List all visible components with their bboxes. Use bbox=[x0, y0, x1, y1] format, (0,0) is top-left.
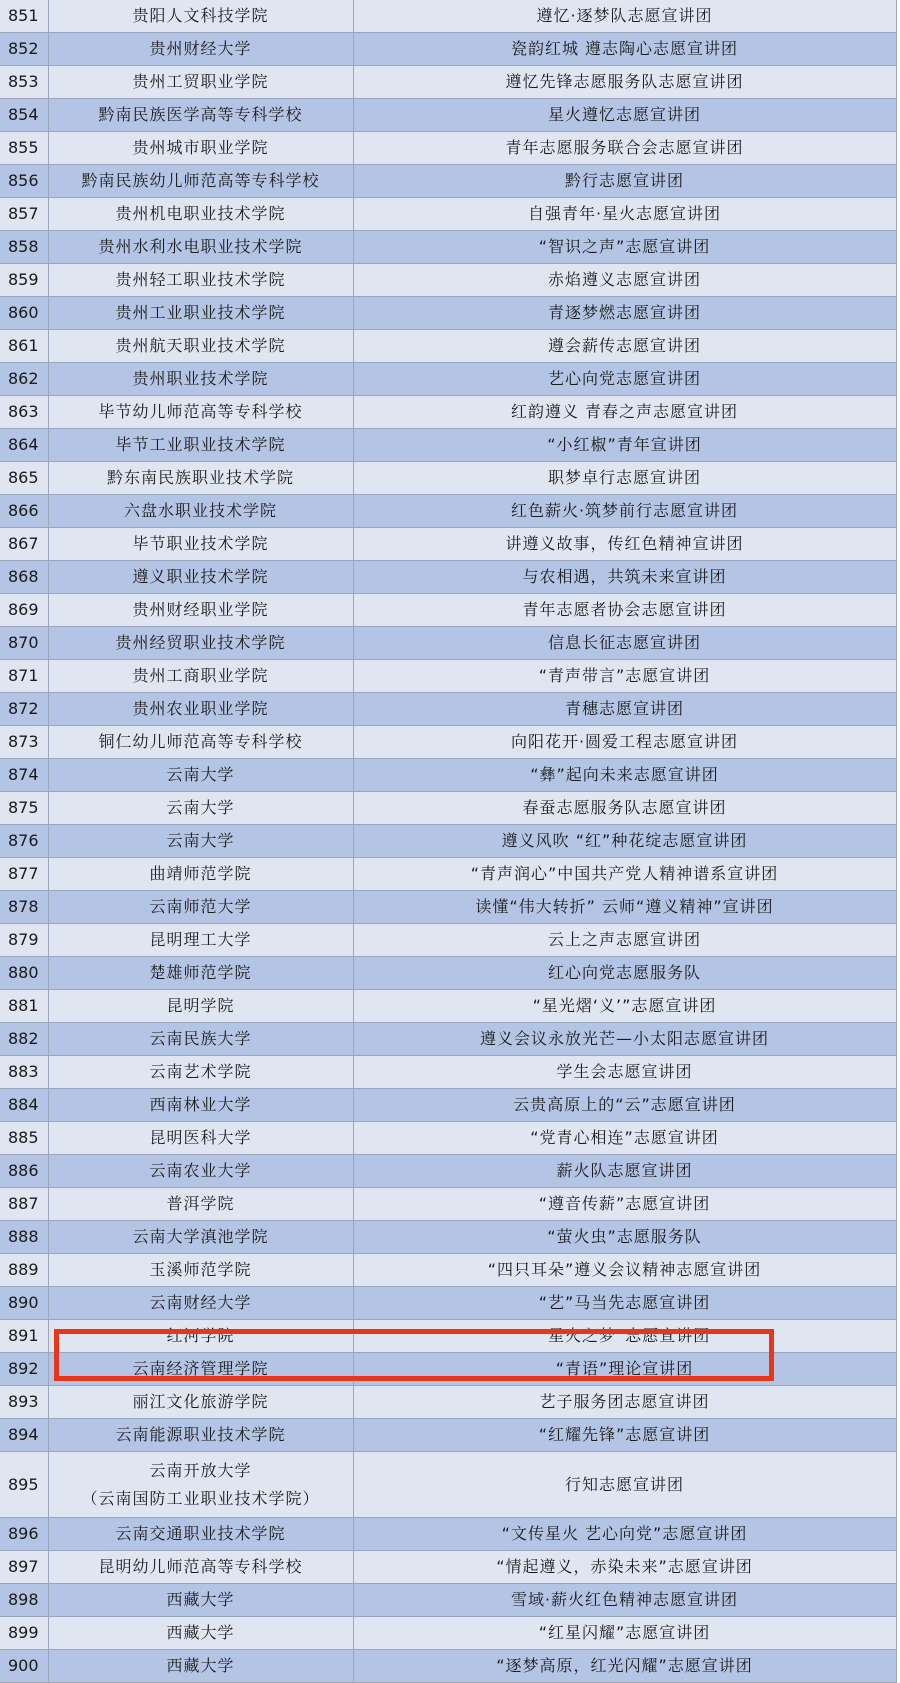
team-name: 讲遵义故事，传红色精神宣讲团 bbox=[353, 528, 896, 561]
table-row bbox=[0, 759, 896, 792]
school-name: 贵州农业职业学院 bbox=[48, 693, 353, 726]
table-row bbox=[0, 1353, 896, 1386]
row-number: 896 bbox=[0, 1518, 48, 1551]
team-name: “小红椒”青年宣讲团 bbox=[353, 429, 896, 462]
table-row bbox=[0, 429, 896, 462]
school-name: 昆明幼儿师范高等专科学校 bbox=[48, 1551, 353, 1584]
table-row bbox=[0, 330, 896, 363]
school-name: 贵州财经大学 bbox=[48, 33, 353, 66]
school-name: 普洱学院 bbox=[48, 1188, 353, 1221]
table-row bbox=[0, 1452, 896, 1518]
row-number: 857 bbox=[0, 198, 48, 231]
table-row bbox=[0, 1584, 896, 1617]
row-number: 858 bbox=[0, 231, 48, 264]
school-name: 云南民族大学 bbox=[48, 1023, 353, 1056]
table-row bbox=[0, 363, 896, 396]
row-number: 883 bbox=[0, 1056, 48, 1089]
school-name: 毕节职业技术学院 bbox=[48, 528, 353, 561]
school-name: 丽江文化旅游学院 bbox=[48, 1386, 353, 1419]
school-name: 贵阳人文科技学院 bbox=[48, 0, 353, 33]
table-row bbox=[0, 0, 896, 33]
school-name: 云南财经大学 bbox=[48, 1287, 353, 1320]
row-number: 897 bbox=[0, 1551, 48, 1584]
row-number: 876 bbox=[0, 825, 48, 858]
team-name: “星光熠‘义’”志愿宣讲团 bbox=[353, 990, 896, 1023]
table-row bbox=[0, 1617, 896, 1650]
table-row bbox=[0, 1254, 896, 1287]
row-number: 893 bbox=[0, 1386, 48, 1419]
table-row bbox=[0, 693, 896, 726]
team-name: 自强青年·星火志愿宣讲团 bbox=[353, 198, 896, 231]
row-number: 880 bbox=[0, 957, 48, 990]
row-number: 873 bbox=[0, 726, 48, 759]
school-name: 云南农业大学 bbox=[48, 1155, 353, 1188]
table-row bbox=[0, 627, 896, 660]
row-number: 900 bbox=[0, 1650, 48, 1683]
team-name: 雪域·薪火红色精神志愿宣讲团 bbox=[353, 1584, 896, 1617]
row-number: 898 bbox=[0, 1584, 48, 1617]
table-row bbox=[0, 198, 896, 231]
team-name: “萤火虫”志愿服务队 bbox=[353, 1221, 896, 1254]
table-row bbox=[0, 99, 896, 132]
row-number: 885 bbox=[0, 1122, 48, 1155]
team-name: “青语”理论宣讲团 bbox=[353, 1353, 896, 1386]
row-number: 892 bbox=[0, 1353, 48, 1386]
table-row bbox=[0, 1221, 896, 1254]
team-name: 青年志愿者协会志愿宣讲团 bbox=[353, 594, 896, 627]
school-name: 曲靖师范学院 bbox=[48, 858, 353, 891]
team-name: “情起遵义，赤染未来”志愿宣讲团 bbox=[353, 1551, 896, 1584]
row-number: 863 bbox=[0, 396, 48, 429]
row-number: 856 bbox=[0, 165, 48, 198]
team-name: 瓷韵红城 遵志陶心志愿宣讲团 bbox=[353, 33, 896, 66]
table-row bbox=[0, 264, 896, 297]
row-number: 871 bbox=[0, 660, 48, 693]
table-row bbox=[0, 1155, 896, 1188]
school-name-line2: （云南国防工业职业技术学院） bbox=[81, 1488, 320, 1508]
row-number: 888 bbox=[0, 1221, 48, 1254]
row-number: 870 bbox=[0, 627, 48, 660]
row-number: 891 bbox=[0, 1320, 48, 1353]
team-name: 艺心向党志愿宣讲团 bbox=[353, 363, 896, 396]
row-number: 869 bbox=[0, 594, 48, 627]
table-row bbox=[0, 1320, 896, 1353]
table-row bbox=[0, 165, 896, 198]
team-name: 遵会薪传志愿宣讲团 bbox=[353, 330, 896, 363]
school-name: 黔东南民族职业技术学院 bbox=[48, 462, 353, 495]
school-name: 云南交通职业技术学院 bbox=[48, 1518, 353, 1551]
team-name: 信息长征志愿宣讲团 bbox=[353, 627, 896, 660]
row-number: 895 bbox=[0, 1452, 48, 1518]
row-number: 879 bbox=[0, 924, 48, 957]
team-name: 春蚕志愿服务队志愿宣讲团 bbox=[353, 792, 896, 825]
team-name: “逐梦高原，红光闪耀”志愿宣讲团 bbox=[353, 1650, 896, 1683]
school-name: 贵州职业技术学院 bbox=[48, 363, 353, 396]
school-name: 西藏大学 bbox=[48, 1617, 353, 1650]
school-name: 贵州航天职业技术学院 bbox=[48, 330, 353, 363]
school-name: 西南林业大学 bbox=[48, 1089, 353, 1122]
school-name: 红河学院 bbox=[48, 1320, 353, 1353]
table-row bbox=[0, 792, 896, 825]
team-name: 薪火队志愿宣讲团 bbox=[353, 1155, 896, 1188]
school-name: 贵州机电职业技术学院 bbox=[48, 198, 353, 231]
team-name: “红星闪耀”志愿宣讲团 bbox=[353, 1617, 896, 1650]
school-name: 毕节工业职业技术学院 bbox=[48, 429, 353, 462]
team-name: “红耀先锋”志愿宣讲团 bbox=[353, 1419, 896, 1452]
school-name: 六盘水职业技术学院 bbox=[48, 495, 353, 528]
team-name: 赤焰遵义志愿宣讲团 bbox=[353, 264, 896, 297]
table-row bbox=[0, 858, 896, 891]
table-row bbox=[0, 825, 896, 858]
row-number: 868 bbox=[0, 561, 48, 594]
row-number: 859 bbox=[0, 264, 48, 297]
table-row bbox=[0, 495, 896, 528]
team-name: 读懂“伟大转折” 云师“遵义精神”宣讲团 bbox=[353, 891, 896, 924]
team-name: 与农相遇，共筑未来宣讲团 bbox=[353, 561, 896, 594]
table-row bbox=[0, 66, 896, 99]
row-number: 853 bbox=[0, 66, 48, 99]
team-name: 遵忆先锋志愿服务队志愿宣讲团 bbox=[353, 66, 896, 99]
row-number: 862 bbox=[0, 363, 48, 396]
row-number: 887 bbox=[0, 1188, 48, 1221]
team-name: 星火遵忆志愿宣讲团 bbox=[353, 99, 896, 132]
row-number: 874 bbox=[0, 759, 48, 792]
table-row bbox=[0, 462, 896, 495]
row-number: 851 bbox=[0, 0, 48, 33]
team-name: “四只耳朵”遵义会议精神志愿宣讲团 bbox=[353, 1254, 896, 1287]
team-name: 向阳花开·圆爱工程志愿宣讲团 bbox=[353, 726, 896, 759]
school-name: 贵州经贸职业技术学院 bbox=[48, 627, 353, 660]
team-name: “党青心相连”志愿宣讲团 bbox=[353, 1122, 896, 1155]
team-name: 职梦卓行志愿宣讲团 bbox=[353, 462, 896, 495]
table-row bbox=[0, 1122, 896, 1155]
row-number: 864 bbox=[0, 429, 48, 462]
team-name: 遵忆·逐梦队志愿宣讲团 bbox=[353, 0, 896, 33]
table-row bbox=[0, 1419, 896, 1452]
team-name: 行知志愿宣讲团 bbox=[353, 1452, 896, 1518]
school-name: 遵义职业技术学院 bbox=[48, 561, 353, 594]
table-row bbox=[0, 231, 896, 264]
school-name: 楚雄师范学院 bbox=[48, 957, 353, 990]
row-number: 854 bbox=[0, 99, 48, 132]
school-name: 贵州工商职业学院 bbox=[48, 660, 353, 693]
row-number: 866 bbox=[0, 495, 48, 528]
row-number: 894 bbox=[0, 1419, 48, 1452]
row-number: 861 bbox=[0, 330, 48, 363]
row-number: 877 bbox=[0, 858, 48, 891]
school-name: 云南师范大学 bbox=[48, 891, 353, 924]
school-name: 昆明医科大学 bbox=[48, 1122, 353, 1155]
row-number: 886 bbox=[0, 1155, 48, 1188]
row-number: 878 bbox=[0, 891, 48, 924]
table-row bbox=[0, 33, 896, 66]
row-number: 865 bbox=[0, 462, 48, 495]
row-number: 875 bbox=[0, 792, 48, 825]
team-name: “星火之梦”志愿宣讲团 bbox=[353, 1320, 896, 1353]
team-name: “文传星火 艺心向党”志愿宣讲团 bbox=[353, 1518, 896, 1551]
team-name: “智识之声”志愿宣讲团 bbox=[353, 231, 896, 264]
team-name: 青穗志愿宣讲团 bbox=[353, 693, 896, 726]
row-number: 852 bbox=[0, 33, 48, 66]
table-row bbox=[0, 594, 896, 627]
table-row bbox=[0, 726, 896, 759]
table-row bbox=[0, 1551, 896, 1584]
team-name: “彝”起向未来志愿宣讲团 bbox=[353, 759, 896, 792]
school-name: 铜仁幼儿师范高等专科学校 bbox=[48, 726, 353, 759]
team-name: 艺子服务团志愿宣讲团 bbox=[353, 1386, 896, 1419]
table-row bbox=[0, 1089, 896, 1122]
team-name: 红色薪火·筑梦前行志愿宣讲团 bbox=[353, 495, 896, 528]
table-row bbox=[0, 1287, 896, 1320]
team-name: 红韵遵义 青春之声志愿宣讲团 bbox=[353, 396, 896, 429]
school-name: 云南大学滇池学院 bbox=[48, 1221, 353, 1254]
school-name: 云南能源职业技术学院 bbox=[48, 1419, 353, 1452]
school-name-line1: 云南开放大学 bbox=[149, 1460, 252, 1480]
table-row bbox=[0, 1188, 896, 1221]
school-name: 昆明理工大学 bbox=[48, 924, 353, 957]
row-number: 860 bbox=[0, 297, 48, 330]
table-row bbox=[0, 528, 896, 561]
table-row bbox=[0, 297, 896, 330]
team-name: 遵义风吹 “红”种花绽志愿宣讲团 bbox=[353, 825, 896, 858]
school-name: 玉溪师范学院 bbox=[48, 1254, 353, 1287]
school-name: 云南大学 bbox=[48, 759, 353, 792]
row-number: 899 bbox=[0, 1617, 48, 1650]
table-row bbox=[0, 1023, 896, 1056]
table-row bbox=[0, 396, 896, 429]
table-row bbox=[0, 957, 896, 990]
table-row bbox=[0, 891, 896, 924]
school-name: 贵州财经职业学院 bbox=[48, 594, 353, 627]
school-name: 昆明学院 bbox=[48, 990, 353, 1023]
table-row bbox=[0, 1518, 896, 1551]
team-name: 云上之声志愿宣讲团 bbox=[353, 924, 896, 957]
table-row bbox=[0, 1056, 896, 1089]
table-row bbox=[0, 660, 896, 693]
team-name: 青年志愿服务联合会志愿宣讲团 bbox=[353, 132, 896, 165]
team-name: “遵音传薪”志愿宣讲团 bbox=[353, 1188, 896, 1221]
row-number: 872 bbox=[0, 693, 48, 726]
team-name: 黔行志愿宣讲团 bbox=[353, 165, 896, 198]
school-name bbox=[48, 1452, 353, 1518]
row-number: 855 bbox=[0, 132, 48, 165]
school-name: 西藏大学 bbox=[48, 1650, 353, 1683]
school-name: 贵州水利水电职业技术学院 bbox=[48, 231, 353, 264]
row-number: 889 bbox=[0, 1254, 48, 1287]
team-name: “青声带言”志愿宣讲团 bbox=[353, 660, 896, 693]
team-name: 云贵高原上的“云”志愿宣讲团 bbox=[353, 1089, 896, 1122]
table-row bbox=[0, 1386, 896, 1419]
table-row bbox=[0, 561, 896, 594]
row-number: 890 bbox=[0, 1287, 48, 1320]
team-name: “青声润心”中国共产党人精神谱系宣讲团 bbox=[353, 858, 896, 891]
team-name: 青逐梦燃志愿宣讲团 bbox=[353, 297, 896, 330]
school-name: 贵州城市职业学院 bbox=[48, 132, 353, 165]
school-name: 黔南民族医学高等专科学校 bbox=[48, 99, 353, 132]
table-row bbox=[0, 132, 896, 165]
school-name: 贵州工贸职业学院 bbox=[48, 66, 353, 99]
row-number: 884 bbox=[0, 1089, 48, 1122]
team-name: 学生会志愿宣讲团 bbox=[353, 1056, 896, 1089]
team-name: “艺”马当先志愿宣讲团 bbox=[353, 1287, 896, 1320]
school-name: 云南大学 bbox=[48, 792, 353, 825]
table-row bbox=[0, 924, 896, 957]
row-number: 882 bbox=[0, 1023, 48, 1056]
table-row bbox=[0, 990, 896, 1023]
school-name: 毕节幼儿师范高等专科学校 bbox=[48, 396, 353, 429]
team-name: 红心向党志愿服务队 bbox=[353, 957, 896, 990]
school-name: 云南经济管理学院 bbox=[48, 1353, 353, 1386]
school-name: 云南艺术学院 bbox=[48, 1056, 353, 1089]
table-row bbox=[0, 1650, 896, 1683]
school-name: 黔南民族幼儿师范高等专科学校 bbox=[48, 165, 353, 198]
school-name: 西藏大学 bbox=[48, 1584, 353, 1617]
row-number: 867 bbox=[0, 528, 48, 561]
school-name: 贵州轻工职业技术学院 bbox=[48, 264, 353, 297]
school-name: 云南大学 bbox=[48, 825, 353, 858]
school-name: 贵州工业职业技术学院 bbox=[48, 297, 353, 330]
team-name: 遵义会议永放光芒—小太阳志愿宣讲团 bbox=[353, 1023, 896, 1056]
row-number: 881 bbox=[0, 990, 48, 1023]
